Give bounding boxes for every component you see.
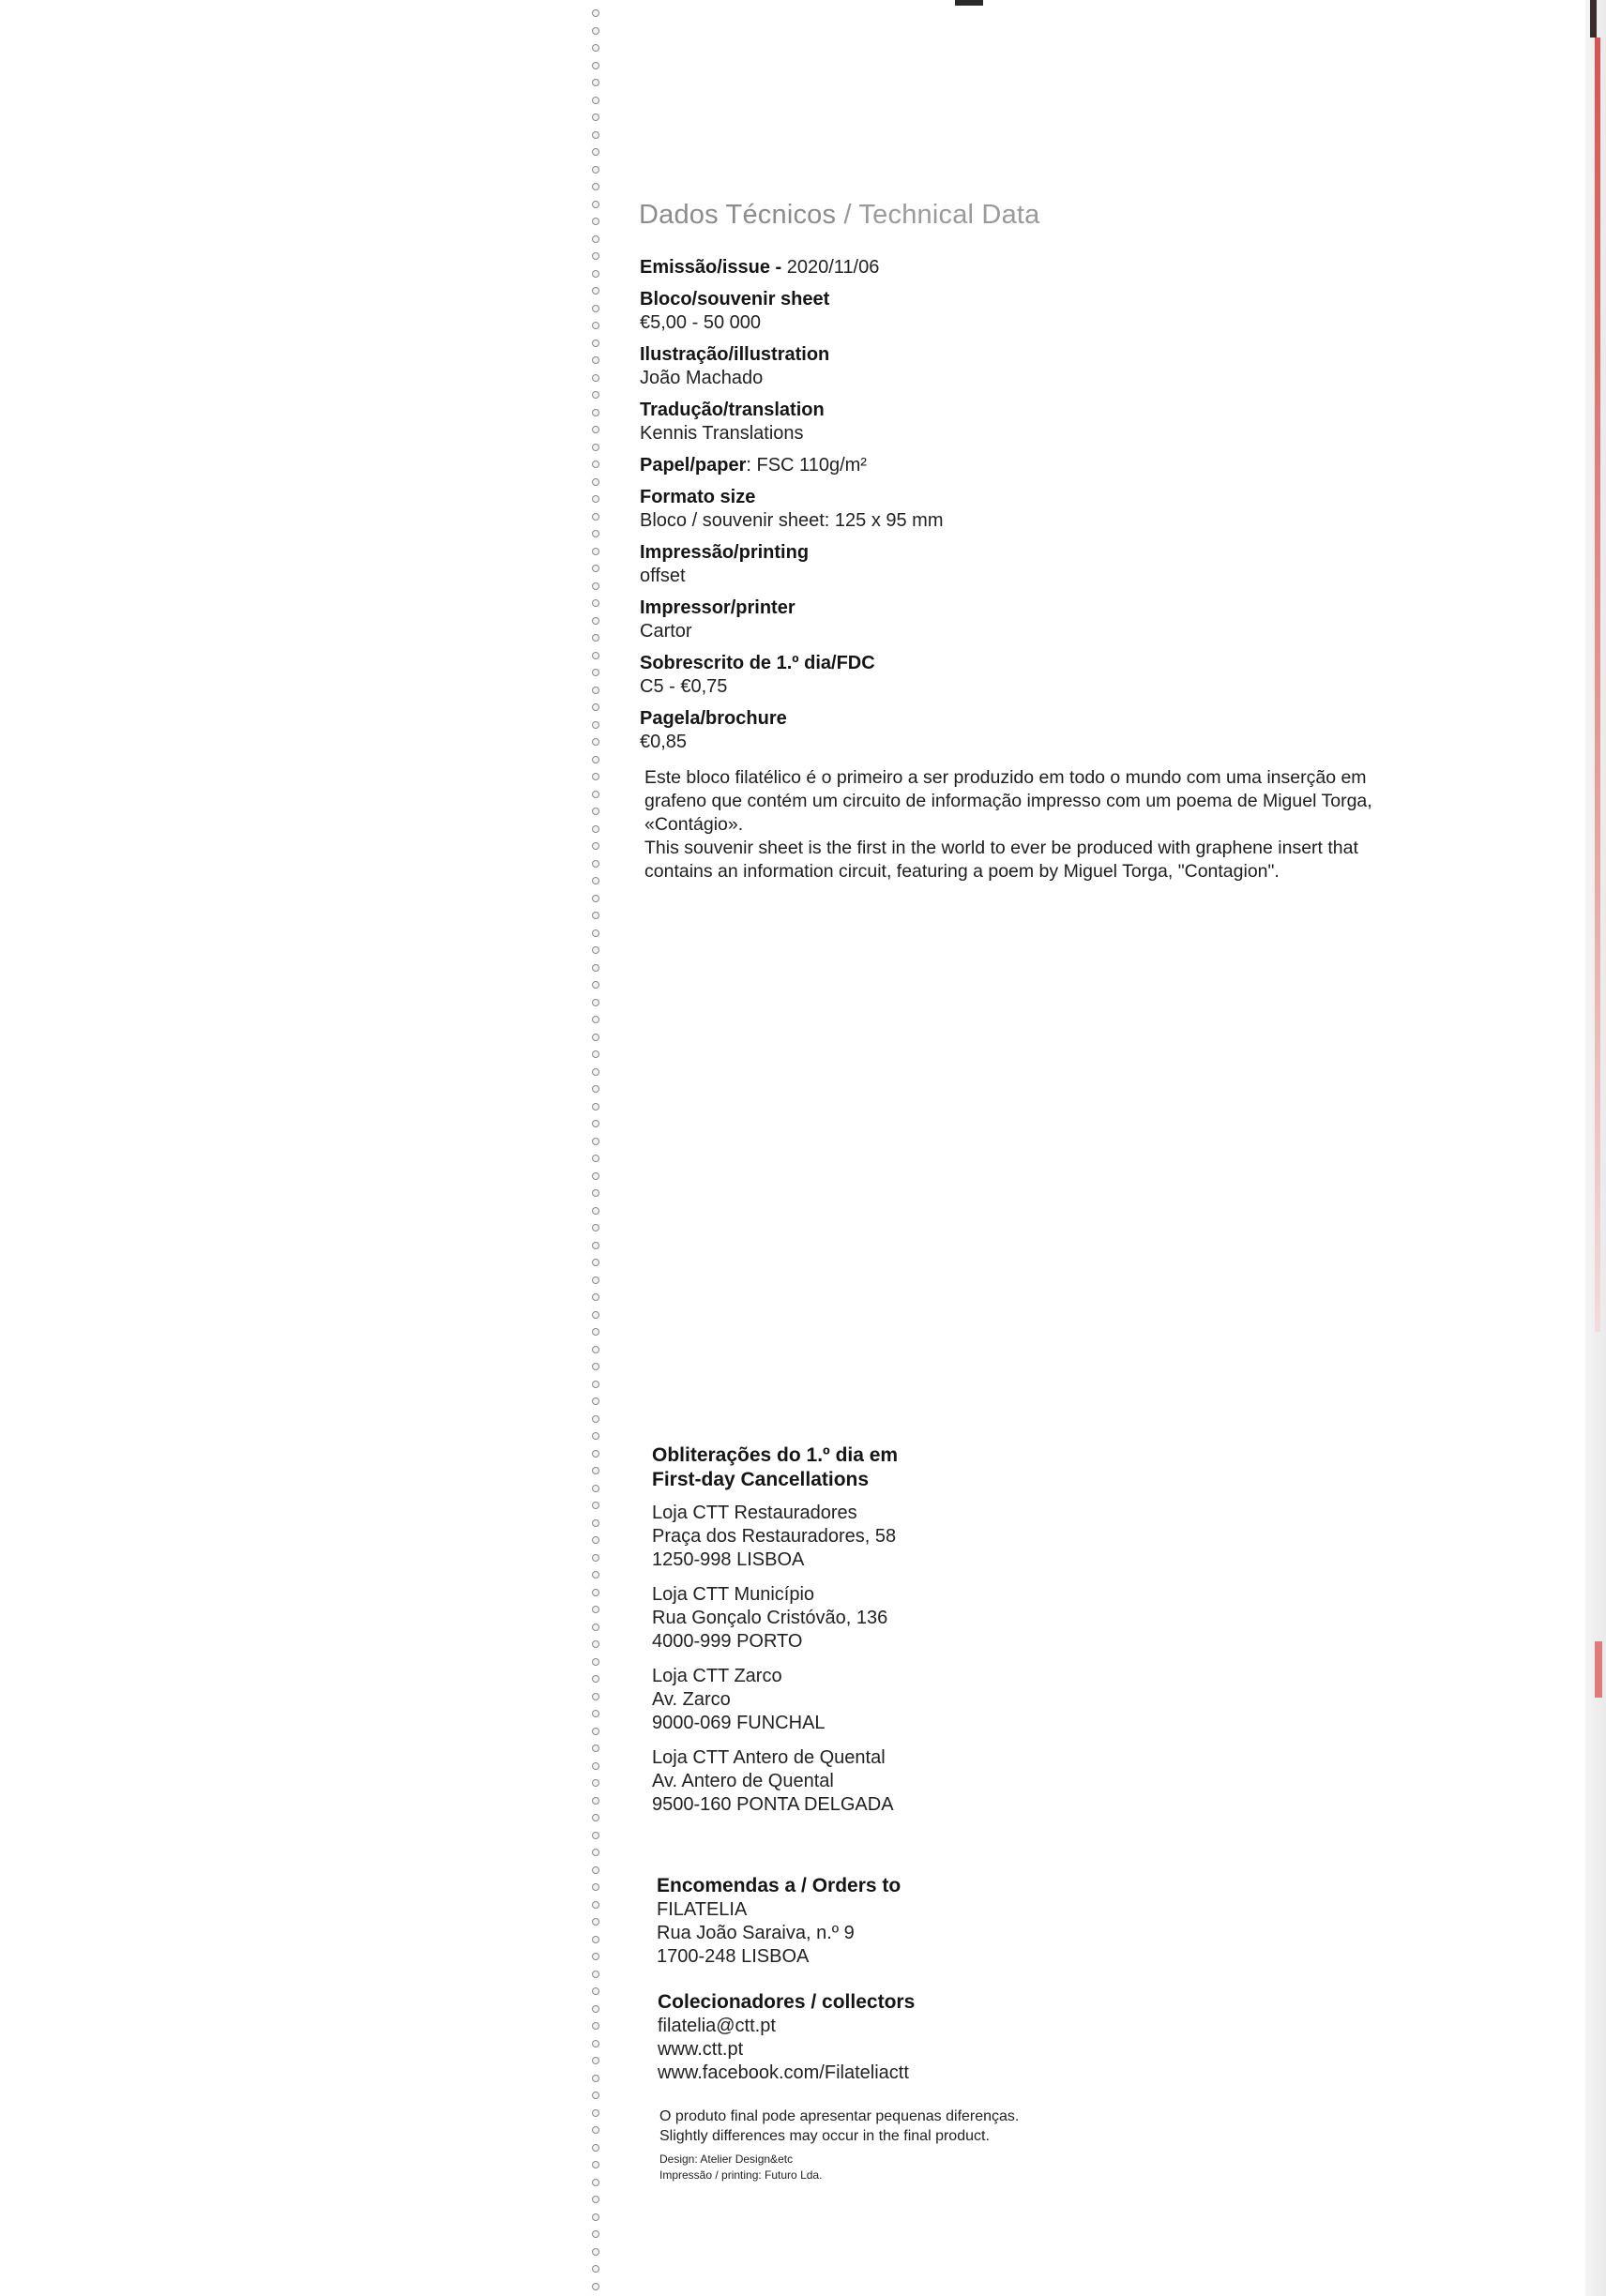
cancellation-office [652,1746,1309,1817]
perforation-hole [592,1050,599,1058]
description-pt-line: «Contágio». [644,814,744,835]
perforation-hole [592,166,599,174]
issue-label: Emissão/issue - [640,257,787,278]
description-pt-line: Este bloco filatélico é o primeiro a ser produzido em todo o mundo com uma inserção em [644,767,1367,788]
perforation-hole [592,791,599,798]
scan-edge-mark [955,0,983,6]
perforation-hole [592,825,599,833]
perforation-hole [592,287,599,295]
issue-value: 2020/11/06 [786,257,880,278]
perforation-hole [592,113,599,121]
perforation-hole [592,756,599,763]
office-street: Praça dos Restauradores, 58 [652,1526,897,1547]
perforation-hole [592,1502,599,1509]
printing-value: offset [640,566,686,586]
perforation-hole [592,356,599,364]
perforation-hole [592,2109,599,2117]
perforation-hole [592,183,599,190]
perforation-hole [592,634,599,642]
perforation-hole [592,201,599,208]
orders-name: FILATELIA [657,1899,748,1920]
perforation-hole [592,999,599,1006]
perforation-hole [592,1189,599,1197]
perforation-hole [592,1728,599,1735]
perforation-hole [592,2213,599,2221]
perforation-hole [592,340,599,347]
perforation-hole [592,1762,599,1770]
cancellation-office [652,1665,1309,1735]
technical-data-title [639,200,1039,231]
perforation-hole [592,218,599,225]
perforation-hole [592,808,599,815]
paper-value: : FSC 110g/m² [746,455,867,476]
perforation-hole [592,2283,599,2290]
perforation-hole [592,2230,599,2238]
office-street: Av. Antero de Quental [652,1771,834,1791]
perforation-hole [592,1432,599,1440]
perforation-hole [592,2196,599,2203]
page-right-edge-chip [1595,1641,1602,1698]
office-city: 1250-998 LISBOA [652,1549,805,1570]
orders-city: 1700-248 LISBOA [657,1946,810,1967]
perforation-hole [592,1467,599,1474]
page-right-edge-red [1595,38,1600,1332]
brochure-label: Pagela/brochure [640,708,787,729]
perforation-hole [592,1138,599,1145]
printing-credit: Impressão / printing: Futuro Lda. [659,2168,823,2182]
printer-item [640,597,1296,643]
perforation-hole [592,1571,599,1578]
perforation-hole [592,929,599,937]
paper-label: Papel/paper [640,455,747,476]
title-pt: Dados Técnicos [639,200,837,230]
perforation-hole [592,409,599,416]
perforation-hole [592,1450,599,1458]
perforation-hole [592,565,599,572]
perforation-hole [592,322,599,329]
first-day-cancellations [652,1443,1309,1828]
perforation-hole [592,2075,599,2082]
perforation-hole [592,305,599,312]
orders-street: Rua João Saraiva, n.º 9 [657,1923,855,1943]
office-name: Loja CTT Antero de Quental [652,1747,886,1768]
perforation-hole [592,599,599,607]
perforation-hole [592,1971,599,1978]
perforation-hole [592,9,599,17]
description-en-line: contains an information circuit, featuring a poem by Miguel Torga, "Contagion". [644,861,1280,882]
perforation-hole [592,1172,599,1180]
perforation-hole [592,1259,599,1266]
description-paragraph [644,766,1564,884]
perforation-hole [592,1554,599,1562]
perforation-hole [592,721,599,729]
collectors-facebook[interactable]: www.facebook.com/Filateliactt [658,2062,909,2083]
perforation-hole [592,1016,599,1023]
brochure-item [640,707,1296,754]
perforation-hole [592,478,599,486]
perforation-hole [592,1849,599,1856]
perforation-hole [592,1901,599,1909]
perforation-hole [592,1397,599,1405]
description-en-line: This souvenir sheet is the first in the world to ever be produced with graphene insert that [644,838,1358,858]
perforation-hole [592,2248,599,2256]
perforation-hole [592,1120,599,1127]
footer-notes [659,2107,1222,2183]
format-value: Bloco / souvenir sheet: 125 x 95 mm [640,510,944,531]
perforation-hole [592,1779,599,1787]
perforation-hole [592,1883,599,1891]
perforation-hole [592,1103,599,1110]
perforation-hole [592,1519,599,1527]
perforation-hole [592,1832,599,1839]
translation-label: Tradução/translation [640,400,825,420]
note-en: Slightly differences may occur in the final product. [659,2128,990,2144]
perforation-hole [592,1814,599,1821]
perforation-hole [592,1640,599,1648]
title-en: Technical Data [858,200,1040,230]
printer-value: Cartor [640,621,692,642]
perforation-hole [592,1363,599,1370]
issue-item [640,256,1296,279]
perforation-hole [592,426,599,433]
orders-title: Encomendas a / Orders to [657,1875,901,1896]
perforation-hole [592,548,599,555]
perforation-hole [592,1987,599,1995]
perforation-hole [592,1745,599,1752]
perforation-hole [592,1693,599,1700]
perforation-hole [592,1624,599,1631]
perforation-hole [592,148,599,156]
note-pt: O produto final pode apresentar pequenas diferenças. [659,2108,1020,2124]
perforation-hole [592,1276,599,1284]
perforation-hole [592,912,599,919]
perforation-hole [592,669,599,676]
perforation-hole [592,97,599,104]
souvenir-sheet-value: €5,00 - 50 000 [640,312,761,333]
collectors-website[interactable]: www.ctt.pt [658,2039,744,2060]
perforation-hole [592,1224,599,1231]
perforation-hole [592,1589,599,1596]
perforation-hole [592,235,599,243]
perforation-hole [592,444,599,451]
perforation-hole [592,530,599,537]
collectors-section [658,1990,1220,2085]
perforation-hole [592,131,599,139]
office-name: Loja CTT Zarco [652,1666,782,1686]
perforation-hole [592,1242,599,1249]
perforation-hole [592,964,599,972]
format-item [640,486,1296,533]
design-credit: Design: Atelier Design&etc [659,2152,794,2166]
perforation-hole [592,1658,599,1666]
perforation-hole [592,2057,599,2064]
perforation-hole [592,1346,599,1353]
perforation-hole [592,1034,599,1041]
perforation-hole [592,582,599,590]
perforation-hole [592,1918,599,1926]
translation-item [640,399,1296,446]
perforation-hole [592,513,599,521]
office-street: Rua Gonçalo Cristóvão, 136 [652,1608,888,1628]
perforation-hole [592,44,599,52]
perforation-hole [592,842,599,850]
perforation-hole [592,374,599,382]
brochure-value: €0,85 [640,732,688,752]
cancellations-title-en: First-day Cancellations [652,1469,870,1490]
page-right-edge-dark [1590,0,1597,38]
perforation-hole [592,1866,599,1874]
printing-label: Impressão/printing [640,542,810,563]
perforation-hole [592,652,599,659]
perforation-hole [592,270,599,278]
perforation-hole [592,1606,599,1613]
perforation-hole [592,617,599,625]
perforation-hole [592,981,599,989]
title-separator: / [836,200,859,230]
fdc-label: Sobrescrito de 1.º dia/FDC [640,653,875,673]
perforation-hole [592,738,599,746]
perforation-hole [592,1675,599,1683]
perforation-hole [592,773,599,780]
collectors-title: Colecionadores / collectors [658,1991,916,2013]
perforation-hole [592,79,599,86]
perforation-hole [592,2092,599,2099]
perforation-hole [592,1797,599,1805]
description-pt-line: grafeno que contém um circuito de informação impresso com um poema de Miguel Torga, [644,791,1372,811]
printing-item [640,541,1296,588]
perforation-hole [592,495,599,503]
translation-value: Kennis Translations [640,423,804,444]
perforation-hole [592,252,599,260]
perforation-hole [592,1207,599,1215]
office-name: Loja CTT Restauradores [652,1503,857,1523]
perforation-hole [592,946,599,954]
perforation-hole [592,1085,599,1093]
orders-section [657,1874,1220,1969]
perforation-hole [592,1068,599,1076]
cancellation-office [652,1583,1309,1654]
technical-data-list [640,256,1296,763]
cancellation-office [652,1502,1309,1572]
cancellations-title-pt: Obliterações do 1.º dia em [652,1444,899,1466]
format-label: Formato size [640,487,756,507]
fdc-value: C5 - €0,75 [640,676,728,697]
perforation-hole [592,1536,599,1544]
illustration-item [640,343,1296,390]
perforation-hole [592,62,599,69]
perforation-hole [592,2022,599,2030]
perforation-hole [592,1328,599,1336]
perforation-hole [592,1381,599,1388]
office-city: 9000-069 FUNCHAL [652,1713,826,1733]
perforation-hole [592,461,599,468]
perforation-hole [592,27,599,35]
perforation-hole [592,1293,599,1301]
office-city: 4000-999 PORTO [652,1631,803,1652]
collectors-email[interactable]: filatelia@ctt.pt [658,2016,776,2036]
perforation-hole [592,1155,599,1162]
perforation-hole [592,1415,599,1423]
perforation-hole [592,2161,599,2168]
binding-perforation [589,0,604,2296]
office-name: Loja CTT Município [652,1584,815,1605]
illustration-label: Ilustração/illustration [640,344,830,365]
perforation-hole [592,877,599,884]
perforation-hole [592,2179,599,2186]
perforation-hole [592,2144,599,2152]
perforation-hole [592,703,599,711]
souvenir-sheet-item [640,288,1296,335]
perforation-hole [592,1710,599,1717]
perforation-hole [592,2040,599,2047]
illustration-value: João Machado [640,368,764,388]
fdc-item [640,652,1296,699]
printer-label: Impressor/printer [640,597,795,618]
perforation-hole [592,1936,599,1943]
perforation-hole [592,2126,599,2134]
perforation-hole [592,1311,599,1319]
office-street: Av. Zarco [652,1689,731,1710]
office-city: 9500-160 PONTA DELGADA [652,1794,894,1815]
perforation-hole [592,1953,599,1960]
perforation-hole [592,1485,599,1492]
perforation-hole [592,687,599,694]
perforation-hole [592,895,599,902]
perforation-hole [592,860,599,868]
souvenir-sheet-label: Bloco/souvenir sheet [640,289,830,310]
perforation-hole [592,2265,599,2273]
paper-item [640,454,1296,477]
perforation-hole [592,391,599,399]
perforation-hole [592,2005,599,2013]
